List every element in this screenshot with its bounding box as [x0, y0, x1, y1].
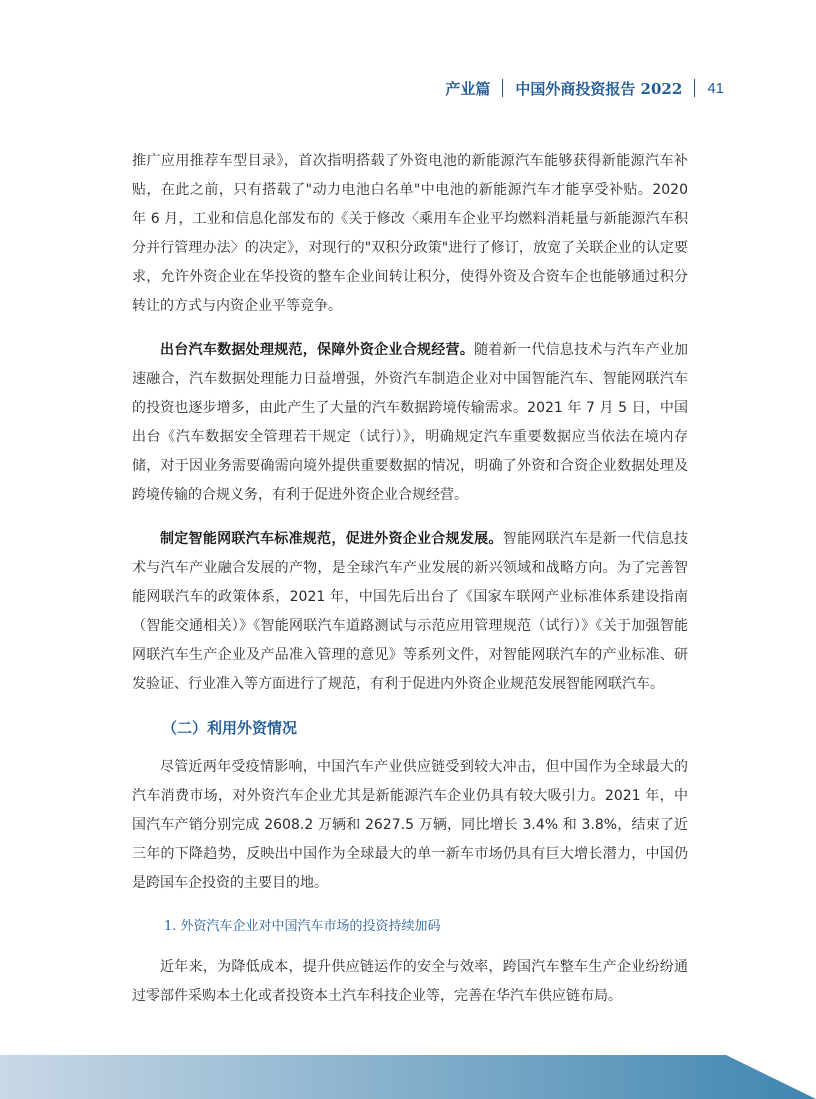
paragraph-1: 推广应用推荐车型目录》，首次指明搭载了外资电池的新能源汽车能够获得新能源汽车补贴，在此之前，只有搭载了"动力电池白名单"中电池的新能源汽车才能享受补贴。2020 年 6 月，工业和信息化部发布的《关于修改〈乘用车企业平均燃料消耗量与新能源汽车积分并行管理办法〉的决定》，对现行的"双积分政策"进行了修订，放宽了关联企业的认定要求，允许外资企业在华投资的整车企业间转让积分，使得外资及合资车企也能够通过积分转让的方式与内资企业平等竞争。: [132, 153, 688, 314]
paragraph-5: 近年来，为降低成本，提升供应链运作的安全与效率，跨国汽车整车生产企业纷纷通过零部件采购本土化或者投资本土汽车科技企业等，完善在华汽车供应链布局。: [132, 959, 688, 1004]
header-divider: [502, 79, 503, 97]
header-section-label: 产业篇: [445, 79, 491, 98]
page-number: 41: [707, 79, 724, 97]
section-heading: （二）利用外资情况: [162, 719, 298, 737]
paragraph-3: [132, 525, 688, 699]
header-divider-2: [694, 79, 695, 97]
subsection-heading: 1. 外资汽车企业对中国汽车市场的投资持续加码: [164, 919, 441, 934]
page-body: [132, 147, 688, 1011]
paragraph-3-body: 智能网联汽车是新一代信息技术与汽车产业融合发展的产物，是全球汽车产业发展的新兴领域和战略方向。为了完善智能网联汽车的政策体系，2021 年，中国先后出台了《国家车联网产业标准体系建设指南（智能交通相关）》《智能网联汽车道路测试与示范应用管理规范（试行）》《关于加强智能网联汽车生产企业及产品准入管理的意见》等系列文件，对智能网联汽车的产业标准、研发验证、行业准入等方面进行了规范，有利于促进内外资企业规范发展智能网联汽车。: [132, 531, 689, 692]
paragraph-2-lead: 出台汽车数据处理规范，保障外资企业合规经营。: [160, 342, 475, 358]
page-header: [445, 76, 724, 100]
header-report-title: 中国外商投资报告 2022: [515, 79, 683, 98]
footer-band-shape: [0, 1055, 816, 1099]
paragraph-2-body: 随着新一代信息技术与汽车产业加速融合，汽车数据处理能力日益增强，外资汽车制造企业对中国智能汽车、智能网联汽车的投资也逐步增多，由此产生了大量的汽车数据跨境传输需求。2021 年 7 月 5 日，中国出台《汽车数据安全管理若干规定（试行）》，明确规定汽车重要数据应当依法在境内存储，对于因业务需要确需向境外提供重要数据的情况，明确了外资和合资企业数据处理及跨境传输的合规义务，有利于促进外资企业合规经营。: [132, 342, 689, 503]
paragraph-3-lead: 制定智能网联汽车标准规范，促进外资企业合规发展。: [160, 531, 503, 547]
paragraph-4: 尽管近两年受疫情影响，中国汽车产业供应链受到较大冲击，但中国作为全球最大的汽车消费市场，对外资汽车企业尤其是新能源汽车企业仍具有较大吸引力。2021 年，中国汽车产销分别完成 2608.2 万辆和 2627.5 万辆，同比增长 3.4% 和 3.8%，结束了近三年的下降趋势，反映出中国作为全球最大的单一新车市场仍具有巨大增长潜力，中国仍是跨国车企投资的主要目的地。: [132, 759, 688, 891]
footer-decorative-band: [0, 1053, 816, 1099]
paragraph-2: [132, 336, 688, 510]
